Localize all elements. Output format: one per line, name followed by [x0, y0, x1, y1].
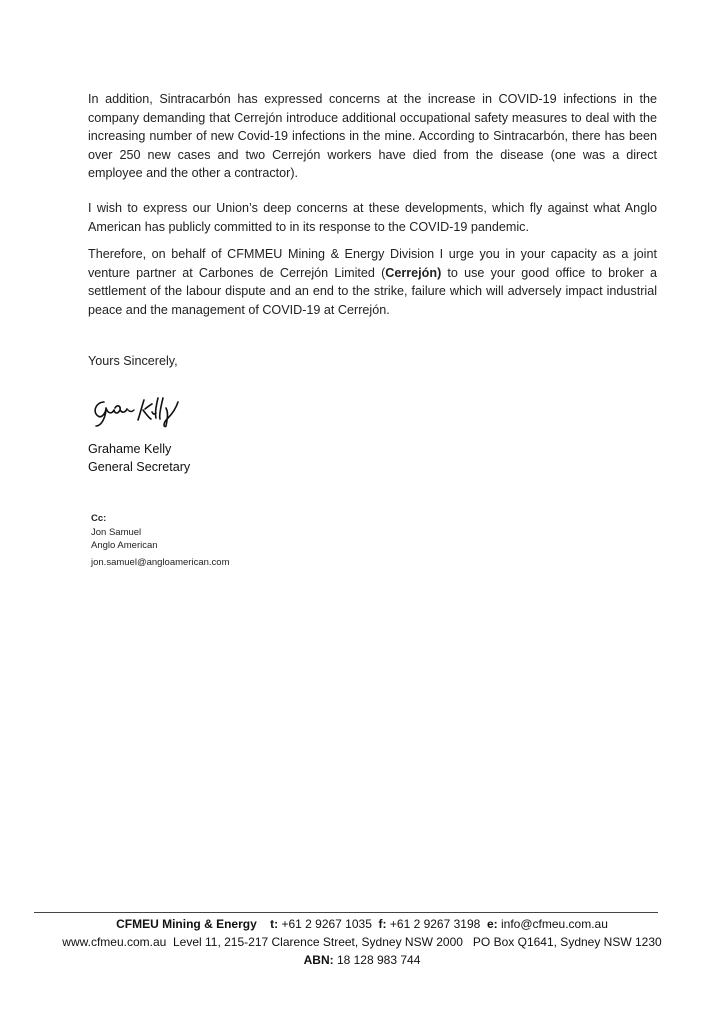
footer-org-name: CFMEU Mining & Energy: [116, 917, 257, 931]
cc-label: Cc:: [91, 513, 107, 524]
cc-name: Jon Samuel: [91, 526, 142, 538]
closing-salutation: Yours Sincerely,: [88, 354, 178, 368]
handwritten-signature: [88, 392, 188, 432]
paragraph-3-text-b: to use your good office to broker a settlement of the labour dispute and an end to the strike, failure which will adversely impact industrial peace and the management of COVID-19 at Cerrejón.: [88, 265, 657, 317]
signer-title: General Secretary: [88, 460, 191, 474]
cc-email: jon.samuel@angloamerican.com: [91, 556, 230, 568]
paragraph-3-text-a: Therefore, on behalf of CFMMEU Mining & Energy Division I urge you in your capacity as a joint venture partner at Carbones de Cerrejón Limited (: [88, 247, 657, 280]
paragraph-3: [88, 245, 657, 319]
footer-fax-label: f:: [378, 917, 387, 931]
footer-email: info@cfmeu.com.au: [501, 917, 608, 931]
signer-name: Grahame Kelly: [88, 442, 172, 456]
footer-phone-label: t:: [270, 917, 279, 931]
footer-abn-line: [0, 953, 724, 967]
paragraph-3-bold-term: Cerrejón): [385, 265, 442, 280]
footer-abn: 18 128 983 744: [336, 953, 421, 967]
footer-phone: +61 2 9267 1035: [281, 917, 372, 931]
footer-fax: +61 2 9267 3198: [389, 917, 481, 931]
footer-abn-label: ABN:: [303, 953, 334, 967]
cc-block: [91, 512, 230, 569]
signature-block: [88, 440, 190, 476]
footer-email-label: e:: [486, 917, 498, 931]
paragraph-2: I wish to express our Union’s deep concerns at these developments, which fly against what Anglo American has publicly committed to in its response to the COVID-19 pandemic.: [88, 201, 657, 234]
paragraph-1: In addition, Sintracarbón has expressed concerns at the increase in COVID-19 infections in the company demanding that Cerrejón introduce additional occupational safety measures to deal with the increasing number of new Covid-19 infections in the mine. According to Sintracarbón, there has been over 250 new cases and two Cerrejón workers have died from the disease (one was a direct employee and the other a contractor).: [88, 92, 657, 181]
footer-divider: [34, 912, 658, 913]
footer-contact-line: [0, 917, 724, 931]
footer-address-line: www.cfmeu.com.au Level 11, 215-217 Clarence Street, Sydney NSW 2000 PO Box Q1641, Sydney NSW 1230: [62, 935, 662, 949]
cc-organisation: Anglo American: [91, 540, 158, 551]
